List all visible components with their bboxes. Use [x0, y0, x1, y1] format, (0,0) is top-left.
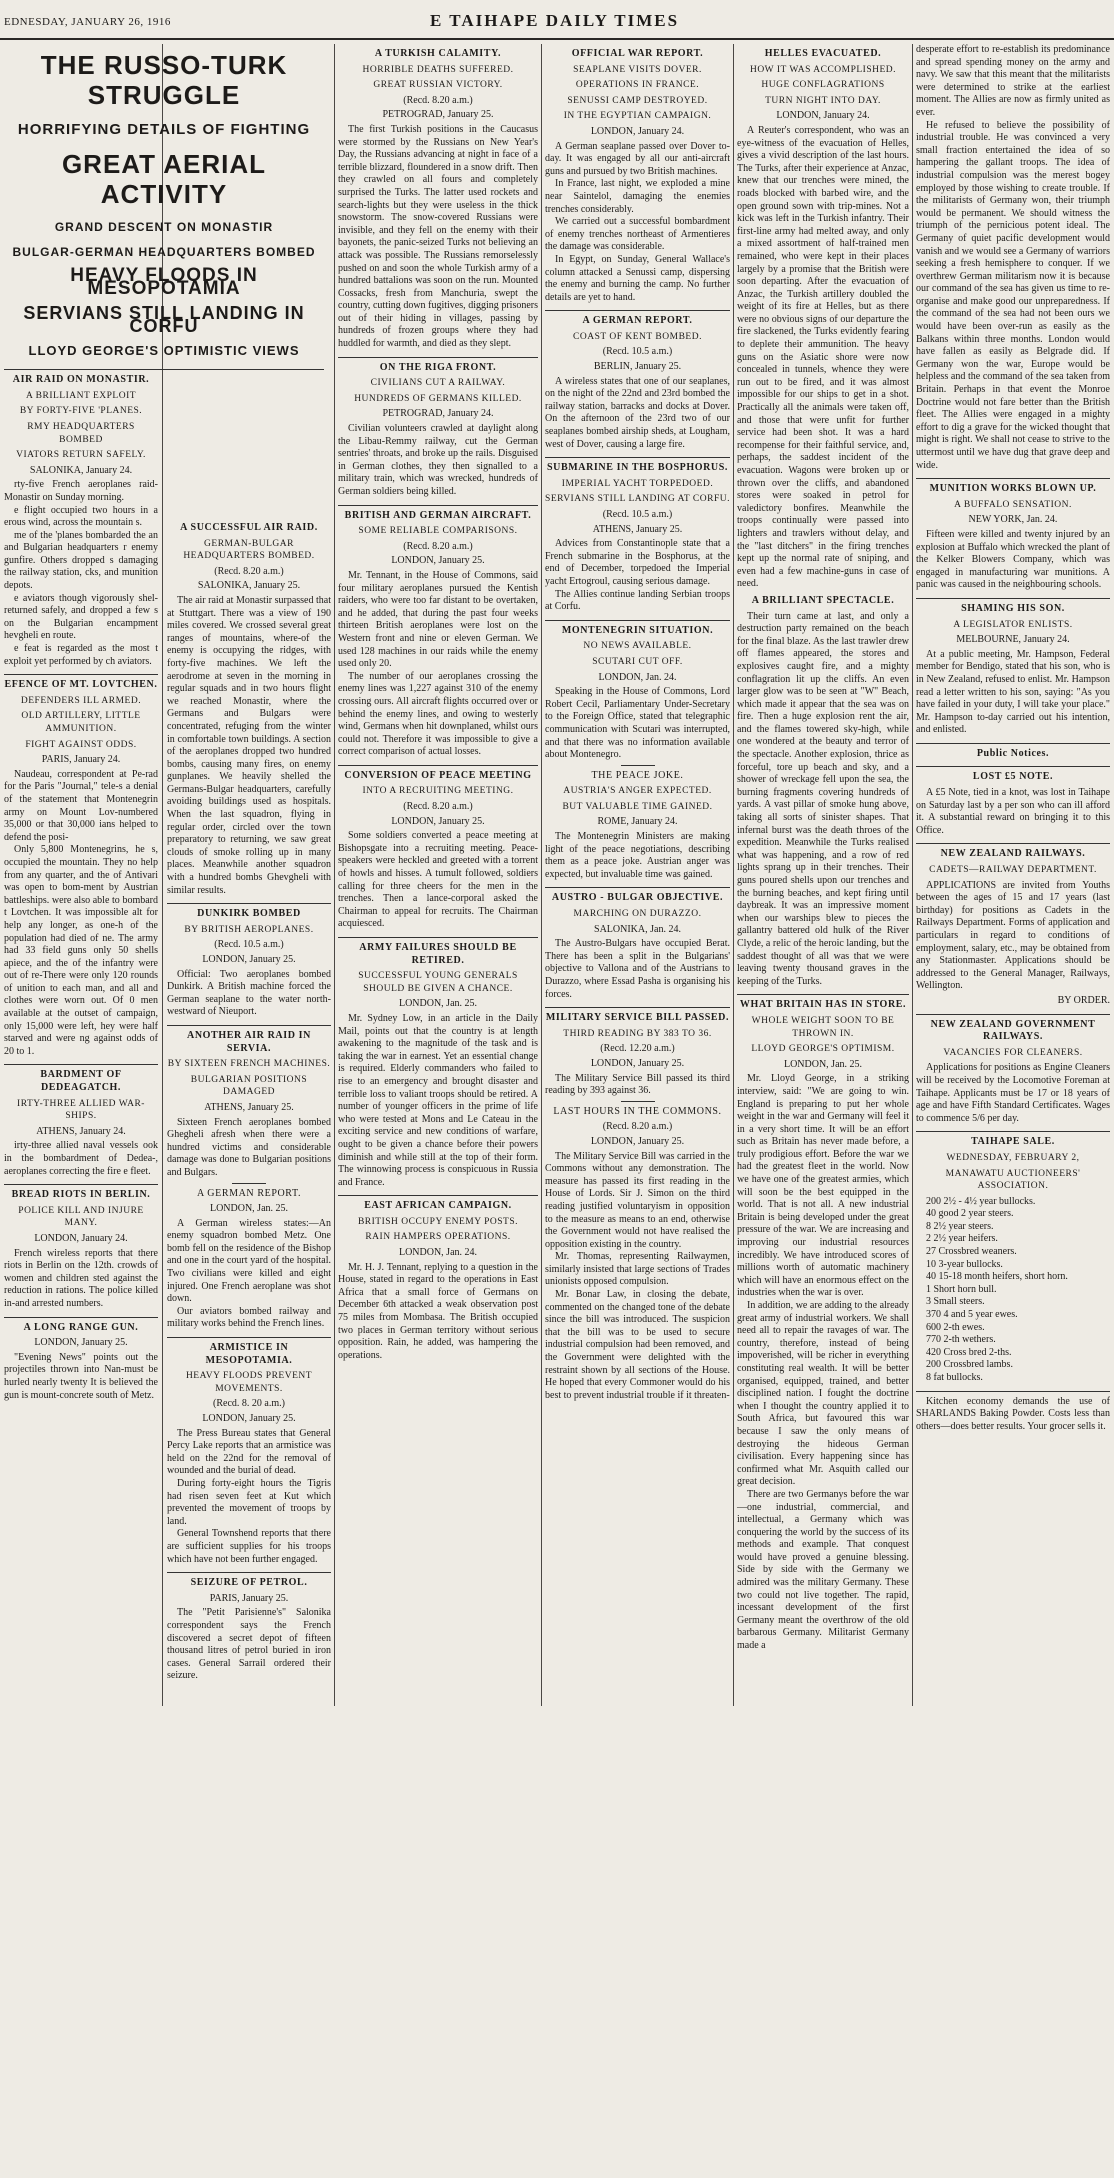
article-heading: THE PEACE JOKE.: [591, 769, 684, 781]
column-3: [338, 44, 538, 1704]
article-subheading: HOW IT WAS ACCOMPLISHED.: [749, 64, 897, 75]
headline-aerial: GREAT AERIAL ACTIVITY: [61, 149, 267, 209]
article-subheading: GERMAN-BULGAR HEADQUARTERS BOMBED.: [183, 538, 315, 562]
article-subheading: VIATORS RETURN SAFELY.: [16, 450, 146, 461]
divider: [916, 1014, 1110, 1015]
article-paragraph: The first Turkish positions in the Caucasus were stormed by the Russians on New Year's Day, the Russians advancing at night in face of a terrible blizzard, floundered in a snow drift. Then they crawled on all fours and completely surprised the Turks. The latter used rockets and search-lights but they were useless in the thick snowstorm. The snow-covered Russians were invisible, and they fell on the enemy with their bayonets, the panic-seized Turks not believing an attack was possible. The Russians remorselessly pushed on and soon the whole Turkish army of a hundred battalions was soon on the run. Mounted Cossacks, fresh from Manchuria, swept the country, cutting down fugitives, digging prisoners out of their hiding in villages, passing by hundreds of frozen groups where they had huddled for warmth, and died as they slept.: [338, 123, 538, 350]
article-heading: A SUCCESSFUL AIR RAID.: [180, 522, 318, 533]
dateline: PARIS, January 25.: [209, 1592, 289, 1604]
article-heading: SEIZURE OF PETROL.: [190, 1577, 308, 1589]
article-subheading: OLD ARTILLERY, LITTLE AMMUNITION.: [21, 711, 141, 734]
article-subheading: SEAPLANE VISITS DOVER.: [573, 64, 702, 75]
sale-item: 3 Small steers.: [926, 1296, 985, 1308]
article-subheading: HUNDREDS OF GERMANS KILLED.: [354, 393, 522, 404]
article-subheading: SENUSSI CAMP DESTROYED.: [567, 95, 708, 106]
column-4: [545, 44, 730, 1704]
received-time: (Recd. 8.20 a.m.): [214, 565, 284, 577]
divider: [545, 620, 730, 621]
article-heading: A GERMAN REPORT.: [196, 1187, 302, 1199]
article-paragraph: General Townshend reports that there are sufficient supplies for his troops which have not been further engaged.: [167, 1528, 331, 1565]
dateline: LONDON, Jan. 25.: [398, 998, 478, 1010]
article-paragraph: e feat is regarded as the most t exploit yet performed by ch aviators.: [4, 643, 158, 667]
sale-item: 420 Cross bred 2-ths.: [926, 1346, 1012, 1358]
column-6: [916, 44, 1110, 1704]
article-paragraph: Mr. Lloyd George, in a striking interview, said: "We are going to win. England is preparing to put her whole weight in the war and Germany will feel it in a very short time. It will be an effort such as Britain has never made before, a truly prodigious effort. Before the war we had the greatest fleet in the world. Now we have one of the greatest armies, which will soon be the best equipped in the world. That is not all. A new industrial Britain is being developed under the great pressure of the war. We are increasing and improving our industrial resources incredibly. We have introduced scores of millions worth of automatic machinery which will have an enormous effect on the industries when the war is over.: [737, 1073, 909, 1299]
article-heading: ANOTHER AIR RAID IN SERVIA.: [187, 1029, 311, 1054]
divider: [232, 1183, 266, 1184]
section-heading: Public Notices.: [976, 747, 1050, 759]
article-subheading: RMY HEADQUARTERS BOMBED: [27, 421, 135, 445]
article-heading: AUSTRO - BULGAR OBJECTIVE.: [551, 892, 724, 904]
article-subheading: BY SIXTEEN FRENCH MACHINES.: [167, 1059, 331, 1070]
article-paragraph: The Military Service Bill passed its third reading by 393 against 36.: [545, 1072, 730, 1097]
dateline: BERLIN, January 25.: [593, 361, 682, 373]
article-paragraph: e flight occupied two hours in a erous wind, across the mountain s.: [4, 504, 158, 529]
headline-floods: HEAVY FLOODS IN MESOPOTAMIA: [70, 265, 258, 299]
article-paragraph: The Military Service Bill was carried in the Commons without any demonstration. The measure has passed its first reading in the House of Lords. Sir J. Simon on the third reading justified voluntaryism in opposition to the measure as means to an end, otherwise the Government would not have realised the opposition existing in the country.: [545, 1150, 730, 1250]
notice-subheading: VACANCIES FOR CLEANERS.: [943, 1047, 1083, 1058]
article-paragraph: Mr. Sydney Low, in an article in the Daily Mail, points out that the country is at length awakening to the magnitude of the task and is taking the war in earnest. Yet an essential change is required. Elderly commanders who failed to rise to an emergency and brought disaster and terrible loss to valiant troops should be retired. A number of younger officers in the prime of life who were tested at Mons and Le Cateau in the exciting service and new conditions of warfare, ought to be given a chance before their powers diminish and while still at the top of their form. The winnowing process is conspicuous in Russia and France.: [338, 1012, 538, 1188]
column-rule: [912, 44, 913, 1706]
article-paragraph: Some soldiers converted a peace meeting at Bishopsgate into a recruiting meeting. Peace-speakers were heckled and greeted with a torrent of howls and hisses. A tumult followed, soldiers calling for three cheers for the men in the trenches. Then a lance-corporal asked the Chairman to appeal for recruits. The Chairman acquiesced.: [338, 830, 538, 930]
dateline: LONDON, Jan. 24.: [598, 671, 677, 683]
article-subheading: OPERATIONS IN FRANCE.: [575, 80, 700, 91]
article-heading: SHAMING HIS SON.: [961, 602, 1065, 614]
received-time: (Recd. 10.5 a.m.): [602, 509, 673, 520]
article-subheading: LLOYD GEORGE'S OPTIMISM.: [751, 1044, 895, 1055]
dateline: ROME, January 24.: [597, 816, 678, 828]
article-heading: ARMY FAILURES SHOULD BE RETIRED.: [359, 942, 517, 966]
article-heading: MONTENEGRIN SITUATION.: [561, 624, 714, 636]
article-subheading: FIGHT AGAINST ODDS.: [25, 739, 137, 750]
article-paragraph: Mr. Tennant, in the House of Commons, said four military aeroplanes pursued the Kentish raiders, who were too far distant to be overtaken, and he added, that during the past four weeks thirteen British aeroplanes were lost on the Western front and nine or eleven German. We used 128 machines in our raids while the enemy used only 20.: [338, 569, 538, 670]
dateline: LONDON, January 25.: [590, 1057, 685, 1069]
sale-item: 770 2-th wethers.: [926, 1334, 996, 1346]
sale-item: 8 fat bullocks.: [926, 1372, 983, 1383]
article-heading: ARMISTICE IN MESOPOTAMIA.: [205, 1342, 293, 1366]
column-2: [167, 44, 331, 2178]
divider: [167, 1572, 331, 1573]
masthead-date: EDNESDAY, JANUARY 26, 1916: [4, 16, 171, 28]
divider: [737, 994, 909, 995]
dateline: SALONIKA, Jan. 24.: [594, 923, 681, 935]
article-paragraph: rty-five French aeroplanes raid-Monastir on Sunday morning.: [4, 479, 158, 503]
article-subheading: A BUFFALO SENSATION.: [954, 499, 1072, 510]
article-paragraph: Mr. H. J. Tennant, replying to a question in the House, stated in regard to the operations in East Africa that a small force of Germans on December 6th attacked a weak observation post 75 miles from Mombasa. The British occupied two places in German territory without serious opposition. Rain, he added, was hampering the operations.: [338, 1261, 538, 1361]
article-heading: LAST HOURS IN THE COMMONS.: [553, 1105, 722, 1117]
article-subheading: THIRD READING BY 383 TO 36.: [563, 1028, 712, 1039]
notice-paragraph: A £5 Note, tied in a knot, was lost in Taihape on Saturday last by a per son who can ill afford it. A substantial reward on bringing it to this Office.: [916, 787, 1110, 836]
article-paragraph: The Austro-Bulgars have occupied Berat. There has been a split in the Bulgarians' objective to Vallona and of the Austrians to Durazzo, where Essad Pasha is organising his forces.: [545, 938, 730, 1000]
article-paragraph: Official: Two aeroplanes bombed Dunkirk. A British machine forced the German seaplane to the water north-westward of Nieuport.: [167, 968, 331, 1018]
article-paragraph: The number of our aeroplanes crossing the enemy lines was 1,227 against 310 of the enemy crossing ours. All aircraft flights occurred over or behind the enemy lines, and owing to westerly wind, Germans when hit downplaned, whilst ours could not. Therefore it was impossible to give a correct comparison of actual losses.: [338, 670, 538, 758]
article-paragraph: The air raid at Monastir surpassed that at Stuttgart. There was a view of 190 miles covered. We crossed several great ranges of mountains, where-of the enemy is occupying the ridges, with forty-five machines. We left the aerodrome at seven in the morning in regular squads and in two hours flight we reached Monastir, where the Germans and Bulgars were concentrated, refuging from the winter in comfortable town buildings. A section of the aeroplanes dropped two hundred bombs, causing many fires, on enemy gunplanes. We heavily shelled the Germans-Bulgar headquarters, carefully avoiding buildings used as hospitals. When the last squadron, flying in regular order, circled over the town preparatory to returning, we saw great clouds of smoke rolling up in many places. Meanwhile another squadron with a hundred bombs Ghevgheli with similar results.: [167, 594, 331, 896]
notice-heading: LOST £5 NOTE.: [972, 771, 1054, 783]
divider: [167, 1337, 331, 1338]
notice-heading: TAIHAPE SALE.: [971, 1136, 1055, 1148]
divider: [338, 505, 538, 506]
article-subheading: A LEGISLATOR ENLISTS.: [953, 619, 1073, 630]
article-heading: AIR RAID ON MONASTIR.: [12, 374, 150, 386]
sale-item: 370 4 and 5 year ewes.: [926, 1309, 1018, 1321]
article-subheading: WHOLE WEIGHT SOON TO BE THROWN IN.: [751, 1015, 895, 1039]
divider: [4, 674, 158, 675]
article-heading: A TURKISH CALAMITY.: [374, 48, 502, 59]
article-subheading: SOME RELIABLE COMPARISONS.: [358, 526, 518, 537]
article-heading: WHAT BRITAIN HAS IN STORE.: [739, 999, 907, 1011]
divider: [167, 1025, 331, 1026]
dateline: ATHENS, January 24.: [36, 1125, 126, 1137]
dateline: PARIS, January 24.: [41, 754, 121, 766]
notice-heading: NEW ZEALAND RAILWAYS.: [940, 848, 1086, 860]
notice-paragraph: APPLICATIONS are invited from Youths between the ages of 15 and 17 years (last birthday) for positions as Cadets in the Railways Department. Forms of application and particulars in regard to conditions of employment, salary, etc., may be obtained from any Stationmaster. Applications should be addressed to the General Manager, Railways, Wellington.: [916, 879, 1110, 992]
article-paragraph: Our aviators bombed railway and military works behind the French lines.: [167, 1305, 331, 1330]
divider: [338, 937, 538, 938]
received-time: (Recd. 10.5 a.m.): [602, 346, 673, 358]
received-time: (Recd. 12.20 a.m.): [600, 1043, 675, 1055]
article-paragraph: There are two Germanys before the war—one industrial, commercial, and intellectual, a Germany which was conquering the world by the success of its methods and example. That conquest would have proved a genuine blessing. Side by side with the Germany we admired was the military Germany. These two could not live together. The rapid, incessant development of the first Germany meant the overthrow of the old barbarous Germany. Militarist Germany made a: [737, 1488, 909, 1652]
article-heading: OFFICIAL WAR REPORT.: [571, 48, 704, 59]
headline-bulgar-german: BULGAR-GERMAN HEADQUARTERS BOMBED: [12, 244, 316, 259]
article-subheading: BRITISH OCCUPY ENEMY POSTS.: [357, 1216, 519, 1227]
advert-paragraph: Kitchen economy demands the use of SHARLANDS Baking Powder. Costs less than others—does better results. Your grocer sells it.: [916, 1395, 1110, 1432]
notice-paragraph: Applications for positions as Engine Cleaners will be received by the Locomotive Foreman at Taihape. Applicants must be 17 or 18 years of age and have Fifth Standard Certificates. Wages to commence 5/6 per day.: [916, 1062, 1110, 1124]
article-heading: MUNITION WORKS BLOWN UP.: [929, 483, 1097, 495]
dateline: LONDON, January 24.: [590, 125, 685, 137]
article-paragraph: Advices from Constantinople state that a French submarine in the Bosphorus, at the end of December, torpedoed the Imperial yacht Ertogroul, causing serious damage.: [545, 538, 730, 587]
article-heading: EAST AFRICAN CAMPAIGN.: [364, 1200, 512, 1212]
dateline: LONDON, Jan. 24.: [398, 1247, 478, 1259]
column-rule: [541, 44, 542, 1706]
article-heading: EFENCE OF MT. LOVTCHEN.: [4, 679, 158, 691]
divider: [545, 310, 730, 311]
divider: [621, 1101, 655, 1102]
article-subheading: BY BRITISH AEROPLANES.: [184, 924, 314, 935]
article-subheading: RAIN HAMPERS OPERATIONS.: [365, 1232, 511, 1243]
sale-list: [916, 1196, 1110, 1385]
received-time: (Recd. 8.20 a.m.): [403, 801, 473, 813]
article-paragraph: Their turn came at last, and only a destruction party remained on the beach for the final blaze. As the last trawler drew off flames appeared, the stores and explosives caught fire, and a mighty conflagration lit up the cliffs. An even larger glow was to be seen at "W" Beach, which made it appear that the sea was on fire. Then a huge explosion rent the air, and the flames towered sky-high, while one wondered at the beauty and terror of the spectacle. Another explosion, thrice as forceful, tore up beach and sky, and a shower of wreckage fell upon the sea, the burning fragments covering hundreds of yards. A vast pillar of smoke hung above, taking all sorts of sinister shapes. That infernal burst was the death throes of the expedition. Meanwhile the Turks realised what was happening, and a row of red lights sprang up in their trenches. Their guns poured shells upon our trenches and the burning beaches, and kept firing until daybreak. It was an impressive moment when our warships blew to pieces the gallantry battered old hulk of the River Clyde, a relic of the heroic landing, but the saddest thought of all was that we were leaving twenty thousand graves in the keeping of the Turks.: [737, 610, 909, 987]
received-time: (Recd. 8.20 a.m.): [403, 540, 473, 552]
article-paragraph: "Evening News" points out the projectiles thrown into Nan-must be hurled nearly twenty It is believed the gun is mount-concrete south of Metz.: [4, 1351, 158, 1401]
divider: [916, 743, 1110, 744]
dateline: LONDON, January 24.: [776, 110, 870, 122]
article-paragraph: Speaking in the House of Commons, Lord Robert Cecil, Parliamentary Under-Secretary to the Foreign Office, stated that telegraphic communication with Scutari was interrupted, and that there was no information available about Montenegro.: [545, 686, 730, 761]
article-subheading: AUSTRIA'S ANGER EXPECTED.: [563, 786, 712, 797]
article-subheading: IRTY-THREE ALLIED WAR-SHIPS.: [17, 1098, 145, 1122]
article-paragraph: A German wireless states:—An enemy squadron bombed Metz. One bomb fell on the residence of the Bishop and one in the court yard of the hospital. Two civilians were killed and eight injured. One French aeroplane was shot down.: [167, 1217, 331, 1305]
headline-servians: SERVIANS STILL LANDING IN CORFU: [23, 303, 305, 336]
article-paragraph: In addition, we are adding to the already great army of industrial workers. We shall need all to repair the ravages of war. The country, therefore, instead of being impoverished, will be richer in everything constituting real wealth. It will be better organised, equipped, trained, and better disciplined nation. I fought the doctrine when I thought the country applied it to South Africa, but favoured this war because I saw the only means of destroying the hideous German civilisation. Every happening since has confirmed what Mr. Asquith called our great decision.: [737, 1300, 909, 1488]
article-paragraph: French wireless reports that there riots in Berlin on the 12th. crowds of women and children sted against the reduction in rations. The police killed in-and arrested numbers.: [4, 1247, 158, 1309]
article-subheading: COAST OF KENT BOMBED.: [573, 331, 702, 342]
article-paragraph: During forty-eight hours the Tigris had risen seven feet at Kut which prevented the movement of troops by land.: [167, 1477, 331, 1527]
dateline: LONDON, January 25.: [202, 1413, 296, 1424]
notice-subheading: MANAWATU AUCTIONEERS' ASSOCIATION.: [945, 1168, 1081, 1192]
divider: [916, 843, 1110, 844]
article-paragraph: Fifteen were killed and twenty injured by an explosion at Buffalo which wrecked the plant of the Kelker Blowers Company, which was engaged in manufacturing war munitions. A panic was caused in the neighbouring schools.: [916, 528, 1110, 591]
dateline: SALONIKA, January 24.: [29, 464, 133, 476]
article-paragraph: In France, last night, we exploded a mine near Saintelol, damaging the enemies trenches considerably.: [545, 178, 730, 215]
sale-item: 200 Crossbred lambs.: [926, 1359, 1013, 1371]
received-time: (Recd. 10.5 a.m.): [214, 939, 284, 951]
notice-subheading: WEDNESDAY, FEBRUARY 2,: [946, 1152, 1080, 1163]
dateline: ATHENS, January 25.: [592, 523, 683, 535]
article-heading: DUNKIRK BOMBED: [197, 908, 301, 920]
article-heading: BREAD RIOTS IN BERLIN.: [11, 1189, 151, 1201]
dateline: LONDON, January 25.: [202, 954, 296, 965]
dateline: SALONIKA, January 25.: [197, 580, 301, 592]
divider: [545, 1007, 730, 1008]
article-subheading: BY FORTY-FIVE 'PLANES.: [19, 406, 143, 417]
article-paragraph: The Press Bureau states that General Percy Lake reports that an armistice was held on the 22nd for the removal of wounded and the burial of dead.: [167, 1427, 331, 1477]
article-subheading: BUT VALUABLE TIME GAINED.: [562, 801, 713, 812]
article-subheading: TURN NIGHT INTO DAY.: [765, 95, 881, 106]
article-paragraph: We carried out a successful bombardment of enemy trenches northeast of Armentieres the damage was considerable.: [545, 216, 730, 253]
divider: [621, 765, 655, 766]
divider: [4, 1064, 158, 1065]
article-subheading: MARCHING ON DURAZZO.: [573, 909, 702, 920]
masthead: [0, 0, 1114, 40]
article-paragraph: The "Petit Parisienne's" Salonika correspondent says the French discovered a secret depot of fifteen thousand litres of petrol buried in iron cases. General Sarrail ordered their seizure.: [167, 1607, 331, 1682]
article-paragraph: me of the 'planes bombarded the an and Bulgarian headquarters r enemy gunfire. Others dropped s damaging the railway station, cks, and munition depots.: [4, 529, 158, 592]
headline-horrifying: HORRIFYING DETAILS OF FIGHTING: [17, 121, 311, 138]
article-heading: A LONG RANGE GUN.: [23, 1321, 139, 1333]
article-subheading: HORRIBLE DEATHS SUFFERED.: [362, 64, 514, 75]
article-paragraph: Mr. Thomas, representing Railwaymen, similarly insisted that large sections of Trades unionists opposed compulsion.: [545, 1251, 730, 1288]
divider: [338, 1195, 538, 1196]
divider: [4, 1184, 158, 1185]
article-subheading: IMPERIAL YACHT TORPEDOED.: [561, 478, 714, 489]
article-subheading: INTO A RECRUITING MEETING.: [362, 786, 514, 797]
divider: [916, 598, 1110, 599]
divider: [545, 457, 730, 458]
dateline: LONDON, Jan. 25.: [209, 1203, 289, 1215]
article-paragraph: A wireless states that one of our seaplanes, on the night of the 22nd and 23rd bombed the railway station, barracks and docks at Dover. On the afternoon of the 23rd two of our seaplanes bombed airship sheds, at Lougham, west of Dover, causing a large fire.: [545, 375, 730, 450]
article-subheading: HUGE CONFLAGRATIONS: [761, 80, 885, 91]
headline-monastir: GRAND DESCENT ON MONASTIR: [54, 220, 274, 234]
dateline: ATHENS, January 25.: [204, 1101, 294, 1113]
headline-lloyd-george: LLOYD GEORGE'S OPTIMISTIC VIEWS: [28, 342, 300, 358]
dateline: LONDON, January 25.: [391, 555, 485, 567]
divider: [916, 478, 1110, 479]
dateline: LONDON, January 25.: [391, 815, 485, 827]
article-heading: A GERMAN REPORT.: [582, 315, 693, 327]
dateline: LONDON, January 24.: [34, 1232, 128, 1244]
divider: [916, 1131, 1110, 1132]
article-subheading: GREAT RUSSIAN VICTORY.: [373, 80, 503, 91]
dateline: NEW YORK, Jan. 24.: [968, 514, 1058, 526]
notice-sign: BY ORDER.: [1057, 994, 1110, 1006]
article-subheading: BULGARIAN POSITIONS DAMAGED: [190, 1074, 308, 1098]
sale-item: 1 Short horn bull.: [926, 1283, 997, 1295]
sale-item: 8 2½ year steers.: [926, 1220, 994, 1232]
article-paragraph: At a public meeting, Mr. Hampson, Federal member for Bendigo, stated that his son, who is in New Zealand, refused to enlist. Mr. Hampson read a letter written to his son, saying: "As you have failed in your duty, I will take your place." Mr. Hampson to-day carried out his intention, and enlisted.: [916, 648, 1110, 736]
column-5: [737, 44, 909, 1704]
article-paragraph: A German seaplane passed over Dover to-day. It was engaged by all our anti-aircraft guns and pursued by two British machines.: [545, 140, 730, 177]
sale-item: 2 2½ year heifers.: [926, 1233, 998, 1245]
article-paragraph: Mr. Bonar Law, in closing the debate, commented on the changed tone of the debate since the bill was introduced. The suspicion that the bill was to be used to secure industrial compulsion had been removed, and the Government were delighted with the restraint shown by all sections of the House. He hoped that every Commoner would do his best to prevent industrial trouble if it threaten-: [545, 1289, 730, 1401]
article-heading: HELLES EVACUATED.: [764, 48, 882, 59]
column-rule: [733, 44, 734, 1706]
article-subheading: SERVIANS STILL LANDING AT CORFU.: [545, 494, 730, 505]
received-time: (Recd. 8.20 a.m.): [403, 94, 473, 106]
received-time: (Recd. 8. 20 a.m.): [213, 1398, 285, 1410]
article-subheading: HEAVY FLOODS PREVENT MOVEMENTS.: [185, 1371, 313, 1394]
dateline: PETROGRAD, January 25.: [382, 109, 494, 121]
sale-item: 40 15-18 month heifers, short horn.: [926, 1271, 1068, 1283]
article-subheading: NO NEWS AVAILABLE.: [583, 641, 692, 652]
article-heading: BARDMENT OF DEDEAGATCH.: [40, 1069, 122, 1094]
divider: [916, 766, 1110, 767]
article-heading: A BRILLIANT SPECTACLE.: [751, 594, 895, 606]
article-paragraph: The Allies continue landing Serbian troops at Corfu.: [545, 588, 730, 613]
article-paragraph: irty-three allied naval vessels ook in the bombardment of Dedea-, aeroplanes correcting the fire e fleet.: [4, 1140, 158, 1177]
article-paragraph: e aviators though vigorously shel-returned safely, and dropped a few s on the Bulgarian encampment hevgheli en route.: [4, 592, 158, 642]
divider: [545, 887, 730, 888]
dateline: LONDON, January 25.: [590, 1135, 685, 1147]
article-heading: SUBMARINE IN THE BOSPHORUS.: [546, 462, 729, 474]
dateline: MELBOURNE, January 24.: [956, 634, 1070, 646]
article-subheading: POLICE KILL AND INJURE MANY.: [18, 1205, 144, 1229]
headline-russo-turk: THE RUSSO-TURK STRUGGLE: [40, 50, 288, 110]
article-heading: CONVERSION OF PEACE MEETING: [344, 769, 532, 781]
article-paragraph: desperate effort to re-establish its predominance and spread spending money on the army and navy. We saw that this meant that the militarists were determined to strike at the earliest moment. The Allies are now as firmly united as ever.: [916, 44, 1110, 118]
divider: [338, 765, 538, 766]
divider: [916, 1391, 1110, 1392]
sale-item: 27 Crossbred weaners.: [926, 1246, 1017, 1258]
article-subheading: A BRILLIANT EXPLOIT: [25, 390, 137, 401]
divider: [338, 357, 538, 358]
article-subheading: DEFENDERS ILL ARMED.: [20, 695, 142, 706]
article-paragraph: A Reuter's correspondent, who was an eye-witness of the evacuation of Helles, gives a vivid description of the last hours. The Turks, after their experience at Anzac, knew that our trenches were mined, the roads blocked with barbed wire, and the open ground sown with trip-mines. Not a kick was left in the Turkish infantry. Their first-line army had melted away, and only a mixed assortment of half-trained men remained, who were kept in their places largely by a promise that the British were soon departing. After the evacuation of Anzac, the Turkish artillery doubled the weight of its fire at Helles, but as there were no obvious signs of our departure the fire slackened, the Turks evidently fearing to deplete their ammunition. The heavy guns on the Asiatic shore were now concealed in tunnels, whence they were run out to be fired, and it was almost impossible for our ships to get in a shot. Practically all the animals were taken off, and those that were unfit for further service had been shot. It was a hard recompense for their faithful service, and, perhaps, the saddest incident of the evacuation. Wagons were broken up or thrown over the cliffs, and abandoned stores were soaked in petrol for valedictory bonfires. Meanwhile the troops continually were passed into lighters and trawlers without delay, and the "last ditchers" in the firing trenches kept up the normal rate of sniping, and even had a few machine-guns in case of need.: [737, 124, 909, 590]
article-paragraph: He refused to believe the possibility of industrial trouble. He was convinced a very small fraction entertained the idea of so hampering the gallant troops. The idea of industrial compulsion was the merest bogey employed by those wishing to create trouble. If the militarists of Germany won, their triumph would be permanent. We should witness the triumph of the pernicious potent ideal. The Germany of quiet pacific development would vanish and we would see a Germany of warriors seeking a fresh hemisphere to conquer. If we overthrew German militarism now it is because our command of the sea has given us time to re-organise and make good our unpreparedness. If the command of the sea had not been ours we would have been over-run as easily as the Balkans within three months. London would have fallen as easily as Belgrade did. If Germany won the war, Europe would be helpless and the command of the sea taken from Britain. Perhaps in that event the Monroe Doctrine would not fare better than the British fleet. The Allies were engaged in a mighty effort to dig a grave for the wicked thought that might is right. We shall not cease to strive to the uttermost until we have dug that grave deep and wide.: [916, 119, 1110, 471]
article-paragraph: Civilian volunteers crawled at daylight along the Libau-Remmy railway, cut the German sentries' throats, and broke up the rails. Disguised in German clothes, they then signalled to a military train, which was wrecked, hundreds of German soldiers being killed.: [338, 423, 538, 497]
dateline: LONDON, January 25.: [34, 1337, 128, 1349]
article-heading: BRITISH AND GERMAN AIRCRAFT.: [344, 509, 532, 521]
article-subheading: IN THE EGYPTIAN CAMPAIGN.: [563, 111, 712, 122]
column-rule: [334, 44, 335, 1706]
article-paragraph: In Egypt, on Sunday, General Wallace's column attacked a Senussi camp, dispersing the enemy and burning the camp. No further details are yet to hand.: [545, 253, 730, 303]
received-time: (Recd. 8.20 a.m.): [602, 1121, 673, 1133]
dateline: LONDON, Jan. 25.: [783, 1058, 863, 1070]
divider: [167, 903, 331, 904]
sale-item: 200 2½ - 4½ year bullocks.: [926, 1195, 1036, 1207]
divider: [4, 1317, 158, 1318]
article-heading: MILITARY SERVICE BILL PASSED.: [545, 1012, 730, 1024]
masthead-title: E TAIHAPE DAILY TIMES: [430, 11, 680, 30]
notice-heading: NEW ZEALAND GOVERNMENT RAILWAYS.: [930, 1018, 1096, 1043]
article-subheading: SUCCESSFUL YOUNG GENERALS SHOULD BE GIVEN A CHANCE.: [358, 971, 518, 994]
article-paragraph: Sixteen French aeroplanes bombed Ghegheli afresh when there were a hundred victims and considerable damage was done to Bulgarian positions and Bulgars.: [167, 1116, 331, 1178]
dateline: PETROGRAD, January 24.: [382, 408, 494, 420]
article-heading: ON THE RIGA FRONT.: [379, 361, 497, 373]
article-paragraph: Only 5,800 Montenegrins, he s, occupied the mountain. They no help from any quarter, and the of Antivari was open to bom-ment by Austrian battleships. were also able to bombard t Lovtchen. It was impossible alt for help any longer, as one-h of the population had died of ne. The army had 33 field guns only 50 shells apiece, and the of the infantry were out of re-There were only 120 rounds of unition to each man, and all and clothes were worn out. Of 0 men available at the outset of campaign, only 15,000 were left, hey were half starved and were ng against odds of 20 to 1.: [4, 844, 158, 1057]
article-paragraph: The Montenegrin Ministers are making light of the peace negotiations, describing them as a peace joke. Austrian anger was expected, but invaluable time was gained.: [545, 831, 730, 880]
notice-subheading: CADETS—RAILWAY DEPARTMENT.: [929, 865, 1097, 876]
sale-item: 600 2-th ewes.: [926, 1321, 985, 1333]
sale-item: 10 3-year bullocks.: [926, 1258, 1003, 1270]
article-subheading: SCUTARI CUT OFF.: [592, 656, 683, 667]
article-paragraph: Naudeau, correspondent at Pe-rad for the Paris "Journal," tele-s a denial of the statement that Montenegrin army on Mount Lov-numbered 35,000 or that 30,000 ians helped to defend the posi-: [4, 768, 158, 843]
sale-item: 40 good 2 year steers.: [926, 1208, 1014, 1220]
article-subheading: CIVILIANS CUT A RAILWAY.: [370, 378, 506, 389]
